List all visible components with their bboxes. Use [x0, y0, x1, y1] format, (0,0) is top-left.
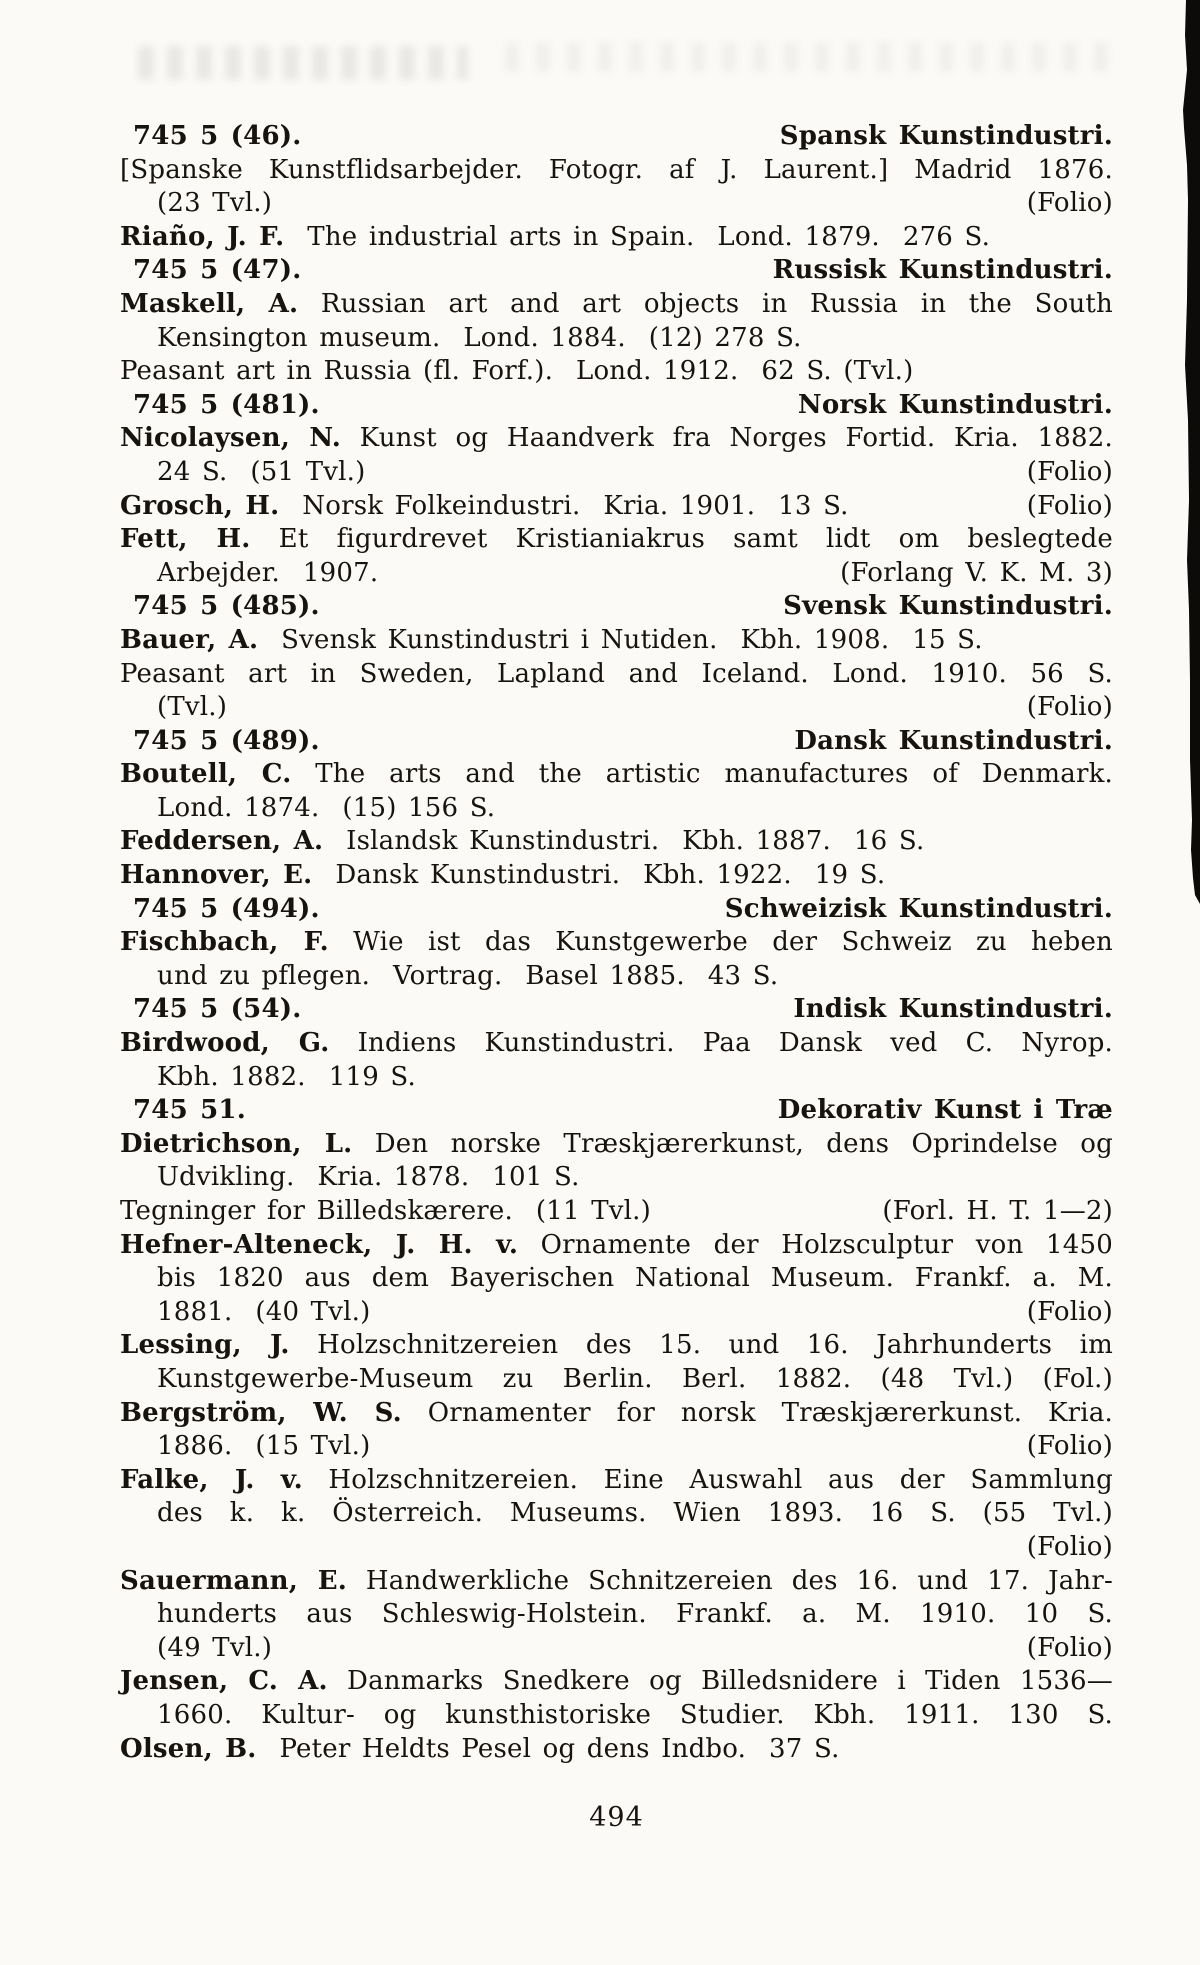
text-segment: bis 1820 aus dem Bayerischen National Museum. Frankf. a. M. — [157, 1263, 1113, 1294]
text-segment: Tegninger for Billedskærere. (11 Tvl.) — [120, 1196, 651, 1226]
bold-text-segment: Svensk Kunstindustri. — [783, 591, 1113, 622]
bold-text-segment: Bauer, A. — [120, 624, 259, 655]
entry-line — [120, 758, 1113, 792]
bold-text-segment: 745 5 (47). — [133, 255, 302, 286]
bold-text-segment: 745 5 (485). — [133, 591, 320, 622]
line-left-part — [133, 590, 320, 624]
text-segment: hunderts aus Schleswig-Holstein. Frankf. a. M. 1910. 10 S. — [157, 1599, 1113, 1630]
text-segment: Udvikling. Kria. 1878. 101 S. — [157, 1162, 580, 1193]
line-right-part — [1027, 1296, 1113, 1330]
entry-line — [120, 523, 1113, 557]
line-left-part — [120, 1195, 651, 1229]
text-segment: 1886. (15 Tvl.) — [157, 1431, 371, 1462]
entry-line — [120, 422, 1113, 456]
entry-line — [120, 1128, 1113, 1162]
text-segment: (Folio) — [1026, 1632, 1113, 1663]
bold-text-segment: Boutell, C. — [120, 759, 292, 790]
line-right-part — [882, 1195, 1113, 1229]
text-segment: Svensk Kunstindustri i Nutiden. Kbh. 1908. 15 S. — [258, 624, 983, 655]
bold-text-segment: Hefner-Alteneck, J. H. v. — [120, 1229, 519, 1260]
entry-line — [120, 1329, 1113, 1363]
text-segment: Ornamenter for norsk Træskjærerkunst. Kria. — [401, 1397, 1113, 1428]
entry-line — [120, 1632, 1113, 1666]
section-heading-line — [120, 1094, 1113, 1128]
text-segment: Peasant art in Sweden, Lapland and Iceland. Lond. 1910. 56 S. — [120, 658, 1113, 689]
text-segment: Lond. 1874. (15) 156 S. — [157, 792, 496, 823]
line-left-part — [133, 120, 302, 154]
text-segment: (23 Tvl.) — [157, 188, 273, 219]
entry-line — [120, 1699, 1113, 1733]
bold-text-segment: Bergström, W. S. — [120, 1397, 402, 1428]
text-segment: Russian art and art objects in Russia in the South — [298, 288, 1114, 319]
text-segment: Kunst og Haandverk fra Norges Fortid. Kria. 1882. — [341, 423, 1113, 454]
text-segment: Kensington museum. Lond. 1884. (12) 278 S. — [157, 322, 802, 353]
entry-line — [120, 322, 1113, 356]
entry-line — [120, 1363, 1113, 1397]
line-left-part — [157, 187, 272, 221]
text-segment: [Spanske Kunstflidsarbejder. Fotogr. af J. Laurent.] Madrid 1876. — [120, 154, 1113, 185]
line-left-part — [157, 1430, 370, 1464]
section-heading-line — [120, 893, 1113, 927]
line-left-part — [133, 254, 302, 288]
line-left-part — [133, 389, 320, 423]
bold-text-segment: 745 5 (54). — [133, 994, 302, 1025]
text-segment: (Folio) — [1026, 456, 1113, 487]
line-left-part — [157, 691, 227, 725]
entry-line — [120, 1061, 1113, 1095]
text-segment: Dansk Kunstindustri. Kbh. 1922. 19 S. — [312, 860, 886, 891]
text-segment: (Folio) — [1026, 490, 1113, 521]
bold-text-segment: Maskell, A. — [120, 288, 299, 319]
line-left-part — [133, 893, 320, 927]
entry-line — [120, 658, 1113, 692]
entry-line — [120, 490, 1113, 524]
section-heading-line — [120, 120, 1113, 154]
bold-text-segment: 745 5 (494). — [133, 893, 320, 924]
bold-text-segment: 745 5 (481). — [133, 389, 320, 420]
bold-text-segment: Norsk Kunstindustri. — [797, 389, 1113, 420]
text-segment: Handwerkliche Schnitzereien des 16. und 17. Jahr- — [346, 1565, 1113, 1596]
bold-text-segment: Russisk Kunstindustri. — [772, 255, 1113, 286]
entry-line — [120, 825, 1113, 859]
entry-line — [120, 1262, 1113, 1296]
text-segment: (Forl. H. T. 1—2) — [882, 1196, 1113, 1226]
bold-text-segment: Fischbach, F. — [120, 927, 329, 958]
line-right-part — [783, 590, 1113, 624]
text-segment: (Tvl.) — [157, 692, 228, 723]
line-left-part — [133, 1094, 246, 1128]
bold-text-segment: Fett, H. — [120, 524, 251, 555]
entry-line — [120, 1565, 1113, 1599]
line-left-part — [157, 456, 365, 490]
line-right-part — [1027, 456, 1113, 490]
text-segment: (Folio) — [1026, 1296, 1113, 1327]
entry-line — [120, 1430, 1113, 1464]
section-heading-line — [120, 993, 1113, 1027]
line-right-part — [1027, 1430, 1113, 1464]
bold-text-segment: 745 51. — [133, 1095, 246, 1126]
text-segment: Peasant art in Russia (fl. Forf.). Lond. 1912. 62 S. (Tvl.) — [120, 356, 914, 387]
line-left-part — [133, 725, 320, 759]
line-left-part — [157, 1632, 272, 1666]
line-left-part — [157, 1296, 370, 1330]
line-right-part — [725, 893, 1113, 927]
text-segment: Arbejder. 1907. — [157, 557, 379, 588]
text-segment: Peter Heldts Pesel og dens Indbo. 37 S. — [256, 1733, 840, 1764]
bold-text-segment: Jensen, C. A. — [120, 1666, 328, 1697]
entry-line — [120, 1296, 1113, 1330]
bold-text-segment: Dietrichson, L. — [120, 1128, 353, 1159]
line-left-part — [120, 490, 849, 524]
line-right-part — [840, 557, 1113, 591]
entry-line — [120, 691, 1113, 725]
entry-line — [120, 1733, 1113, 1767]
text-segment: (Folio) — [1026, 1531, 1113, 1562]
entry-line — [120, 456, 1113, 490]
text-segment: 24 S. (51 Tvl.) — [157, 456, 366, 487]
bold-text-segment: Nicolaysen, N. — [120, 423, 341, 454]
text-segment: (49 Tvl.) — [157, 1632, 273, 1663]
bold-text-segment: Feddersen, A. — [120, 826, 324, 857]
entry-line — [120, 1161, 1113, 1195]
bibliography-text-block — [120, 120, 1113, 1766]
bold-text-segment: Riaño, J. F. — [120, 221, 285, 252]
text-segment: 1660. Kultur- og kunsthistoriske Studier. Kbh. 1911. 130 S. — [157, 1699, 1113, 1730]
entry-line — [120, 1397, 1113, 1431]
line-right-part — [1027, 187, 1113, 221]
text-segment: Den norske Træskjærerkunst, dens Oprindelse og — [352, 1128, 1113, 1159]
entry-line — [120, 154, 1113, 188]
text-segment: Indiens Kunstindustri. Paa Dansk ved C. Nyrop. — [329, 1028, 1114, 1059]
line-left-part — [157, 557, 378, 591]
entry-line — [120, 1195, 1113, 1229]
entry-line — [120, 960, 1113, 994]
bold-text-segment: 745 5 (46). — [133, 121, 302, 151]
entry-line — [120, 221, 1113, 255]
showthrough-smudge — [138, 46, 468, 80]
text-segment: Holzschnitzereien des 15. und 16. Jahrhunderts im — [289, 1330, 1113, 1361]
line-right-part — [780, 120, 1113, 154]
line-right-part — [1027, 691, 1113, 725]
bold-text-segment: Schweizisk Kunstindustri. — [724, 893, 1113, 924]
entry-line — [120, 859, 1113, 893]
section-heading-line — [120, 590, 1113, 624]
text-segment: (Folio) — [1026, 188, 1113, 219]
text-segment: Norsk Folkeindustri. Kria. 1901. 13 S. — [279, 490, 849, 521]
entry-line — [120, 1464, 1113, 1498]
line-right-part — [793, 993, 1113, 1027]
text-segment: und zu pflegen. Vortrag. Basel 1885. 43 S. — [157, 960, 779, 991]
entry-line — [120, 926, 1113, 960]
line-right-part — [1027, 490, 1113, 524]
text-segment: (Folio) — [1026, 1431, 1113, 1462]
line-left-part — [133, 993, 302, 1027]
bold-text-segment: Birdwood, G. — [120, 1028, 330, 1059]
text-segment: Danmarks Snedkere og Billedsnidere i Tiden 1536— — [327, 1666, 1114, 1697]
text-segment: Kunstgewerbe-Museum zu Berlin. Berl. 1882. (48 Tvl.) (Fol.) — [157, 1363, 1113, 1394]
entry-line — [120, 792, 1113, 826]
text-segment: Kbh. 1882. 119 S. — [157, 1061, 416, 1092]
text-segment: Holzschnitzereien. Eine Auswahl aus der Sammlung — [302, 1464, 1113, 1495]
entry-line — [120, 355, 1113, 389]
text-segment: des k. k. Österreich. Museums. Wien 1893. 16 S. (55 Tvl.) — [157, 1498, 1113, 1529]
entry-line — [120, 1598, 1113, 1632]
scan-gutter-shadow — [1180, 0, 1200, 906]
entry-line — [120, 1665, 1113, 1699]
bold-text-segment: Olsen, B. — [120, 1733, 257, 1764]
bold-text-segment: Spansk Kunstindustri. — [779, 121, 1113, 151]
entry-line — [120, 557, 1113, 591]
bold-text-segment: Dansk Kunstindustri. — [794, 725, 1113, 756]
bold-text-segment: Indisk Kunstindustri. — [793, 994, 1113, 1025]
section-heading-line — [120, 254, 1113, 288]
entry-line — [120, 187, 1113, 221]
text-segment: Ornamente der Holzsculptur von 1450 — [518, 1229, 1113, 1260]
bold-text-segment: Sauermann, E. — [120, 1565, 347, 1596]
bold-text-segment: Lessing, J. — [120, 1330, 290, 1361]
bold-text-segment: Falke, J. v. — [120, 1464, 303, 1495]
entry-line — [120, 1229, 1113, 1263]
text-segment: Wie ist das Kunstgewerbe der Schweiz zu heben — [328, 927, 1113, 958]
line-right-part — [778, 1094, 1113, 1128]
line-right-part — [794, 725, 1113, 759]
bold-text-segment: 745 5 (489). — [133, 725, 320, 756]
line-right-part — [1027, 1632, 1113, 1666]
entry-line — [120, 288, 1113, 322]
entry-line — [120, 1027, 1113, 1061]
showthrough-smudge — [505, 42, 1125, 72]
line-right-part — [773, 254, 1113, 288]
section-heading-line — [120, 389, 1113, 423]
entry-line — [120, 1531, 1113, 1565]
bold-text-segment: Hannover, E. — [120, 860, 313, 891]
line-right-part — [798, 389, 1113, 423]
text-segment: (Folio) — [1026, 692, 1113, 723]
text-segment: (Forlang V. K. M. 3) — [840, 557, 1113, 588]
text-segment: The arts and the artistic manufactures of Denmark. — [291, 759, 1113, 790]
bold-text-segment: Grosch, H. — [120, 490, 280, 521]
bold-text-segment: Dekorativ Kunst i Træ — [777, 1095, 1113, 1126]
entry-line — [120, 1497, 1113, 1531]
entry-line — [120, 624, 1113, 658]
text-segment: 1881. (40 Tvl.) — [157, 1296, 371, 1327]
text-segment: Et figurdrevet Kristianiakrus samt lidt om beslegtede — [250, 524, 1113, 555]
text-segment: Islandsk Kunstindustri. Kbh. 1887. 16 S. — [323, 826, 925, 857]
section-heading-line — [120, 725, 1113, 759]
page-number: 494 — [589, 1802, 644, 1833]
text-segment: The industrial arts in Spain. Lond. 1879. 276 S. — [284, 221, 991, 252]
